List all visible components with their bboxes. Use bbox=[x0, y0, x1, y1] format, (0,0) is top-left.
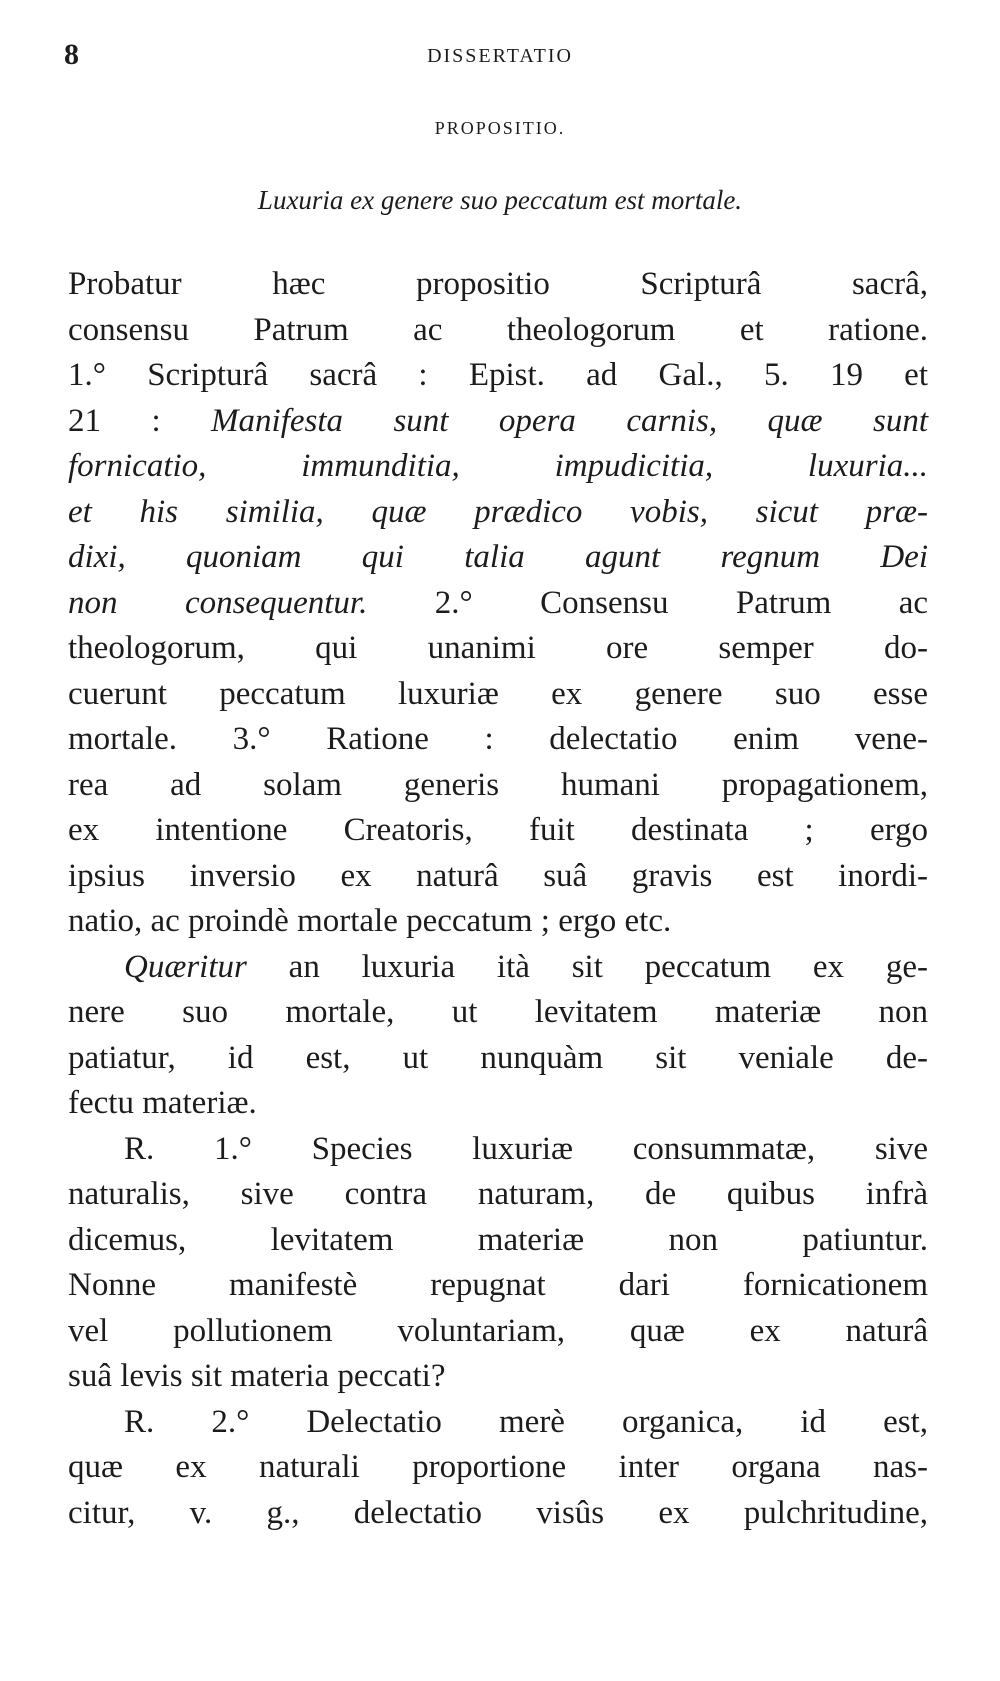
text-line bbox=[68, 899, 928, 945]
text-line bbox=[68, 717, 928, 763]
text-line bbox=[68, 1218, 928, 1264]
text-segment: Probatur hæc propositio Scripturâ sacrâ, bbox=[68, 266, 928, 302]
text-line bbox=[68, 808, 928, 854]
text-segment: naturalis, sive contra naturam, de quibus infrà bbox=[68, 1176, 928, 1212]
text-segment: mortale. 3.° Ratione : delectatio enim vene- bbox=[68, 721, 928, 757]
italic-text: fornicatio, immunditia, impudicitia, luxuria... bbox=[68, 448, 928, 484]
text-segment: R. 2.° Delectatio merè organica, id est, bbox=[124, 1403, 928, 1440]
text-line bbox=[68, 1036, 928, 1082]
text-segment: 21 : bbox=[68, 402, 212, 439]
text-line bbox=[68, 990, 928, 1036]
text-line bbox=[68, 262, 928, 308]
text-segment: dicemus, levitatem materiæ non patiuntur. bbox=[68, 1221, 928, 1258]
text-line bbox=[68, 672, 928, 718]
text-line bbox=[68, 854, 928, 900]
text-line bbox=[68, 1400, 928, 1446]
text-line bbox=[68, 1263, 928, 1309]
text-segment: ex intentione Creatoris, fuit destinata ; ergo bbox=[68, 812, 928, 848]
text-segment: patiatur, id est, ut nunquàm sit veniale de- bbox=[68, 1039, 928, 1076]
text-line bbox=[68, 1172, 928, 1218]
text-segment: R. 1.° Species luxuriæ consummatæ, sive bbox=[124, 1130, 928, 1167]
text-line bbox=[68, 308, 928, 354]
text-line bbox=[68, 1309, 928, 1355]
italic-text: dixi, quoniam qui talia agunt regnum Dei bbox=[68, 539, 928, 575]
text-line bbox=[68, 1354, 928, 1400]
proposition-statement: Luxuria ex genere suo peccatum est mortale. bbox=[257, 185, 743, 215]
text-segment: an luxuria ità sit peccatum ex ge- bbox=[246, 948, 928, 985]
page-number: 8 bbox=[64, 38, 79, 71]
text-line bbox=[68, 444, 928, 490]
text-segment: cuerunt peccatum luxuriæ ex genere suo esse bbox=[68, 675, 928, 712]
text-segment: suâ levis sit materia peccati? bbox=[68, 1358, 446, 1394]
running-title: DISSERTATIO bbox=[427, 45, 573, 67]
italic-text: Manifesta sunt opera carnis, quæ sunt bbox=[211, 402, 928, 439]
text-segment: consensu Patrum ac theologorum et ratione. bbox=[68, 311, 928, 348]
text-line bbox=[68, 581, 928, 627]
text-line bbox=[68, 353, 928, 399]
text-line bbox=[68, 945, 928, 991]
text-segment: 2.° Consensu Patrum ac bbox=[367, 584, 928, 621]
text-segment: ipsius inversio ex naturâ suâ gravis est inordi- bbox=[68, 857, 928, 894]
text-line bbox=[68, 1127, 928, 1173]
text-line bbox=[68, 535, 928, 581]
running-head bbox=[0, 38, 1000, 78]
text-segment: quæ ex naturali proportione inter organa nas- bbox=[68, 1449, 928, 1485]
text-line bbox=[68, 1491, 928, 1537]
text-segment: natio, ac proindè mortale peccatum ; ergo etc. bbox=[68, 903, 672, 939]
italic-text: non consequentur. bbox=[68, 584, 368, 621]
proposition-label: PROPOSITIO. bbox=[434, 118, 566, 138]
text-line bbox=[68, 490, 928, 536]
text-segment: rea ad solam generis humani propagationem, bbox=[68, 766, 928, 803]
italic-text: et his similia, quæ prædico vobis, sicut præ- bbox=[68, 493, 928, 530]
text-segment: citur, v. g., delectatio visûs ex pulchritudine, bbox=[68, 1494, 928, 1531]
text-line bbox=[68, 763, 928, 809]
text-segment: nere suo mortale, ut levitatem materiæ non bbox=[68, 994, 928, 1030]
text-segment: vel pollutionem voluntariam, quæ ex naturâ bbox=[68, 1312, 928, 1349]
text-segment: fectu materiæ. bbox=[68, 1085, 257, 1121]
text-line bbox=[68, 399, 928, 445]
text-segment: 1.° Scripturâ sacrâ : Epist. ad Gal., 5. 19 et bbox=[68, 357, 928, 393]
body-text bbox=[68, 262, 928, 1536]
text-line bbox=[68, 626, 928, 672]
text-line bbox=[68, 1081, 928, 1127]
text-segment: Nonne manifestè repugnat dari fornicationem bbox=[68, 1267, 928, 1303]
text-line bbox=[68, 1445, 928, 1491]
text-segment: theologorum, qui unanimi ore semper do- bbox=[68, 630, 928, 666]
italic-text: Quæritur bbox=[124, 948, 247, 985]
